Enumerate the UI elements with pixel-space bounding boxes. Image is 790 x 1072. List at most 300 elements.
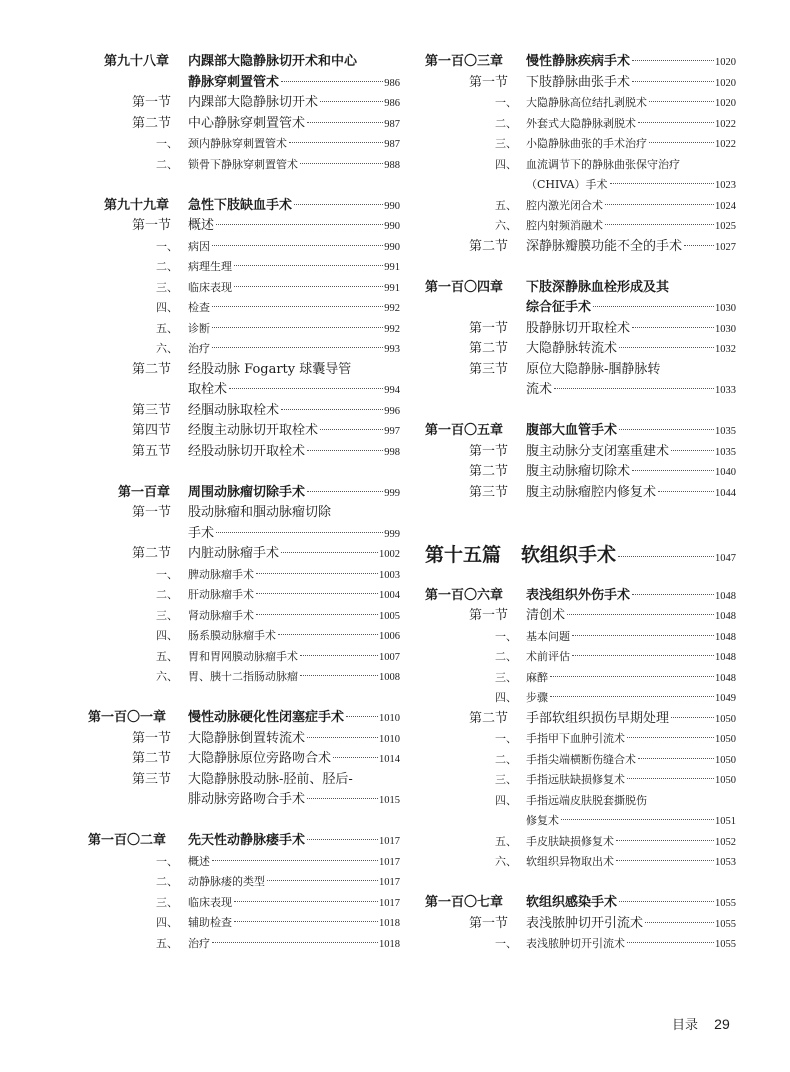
toc-entry-label: 第五节	[132, 443, 172, 459]
toc-entry-title: 腹主动脉瘤切除术	[526, 464, 631, 479]
toc-page-number: 1048	[715, 590, 736, 602]
toc-page-number: 986	[384, 98, 400, 109]
toc-entry-label: 二、	[495, 116, 517, 130]
toc-entry-title: 大隐静脉股动脉-胫前、胫后-	[188, 771, 353, 787]
toc-entry-title: 血流调节下的静脉曲张保守治疗	[526, 157, 680, 171]
toc-entry-label: 三、	[495, 670, 517, 684]
toc-subsection-entry[interactable]	[86, 606, 400, 627]
toc-entry-title: 原位大隐静脉-腘静脉转	[526, 361, 661, 377]
toc-entry-title: 周围动脉瘤切除手术	[188, 484, 306, 500]
toc-entry-title: 基本问题	[526, 629, 570, 643]
toc-entry-label: 三、	[156, 895, 178, 909]
toc-page-number: 987	[384, 118, 400, 130]
toc-entry-label: 第一节	[132, 730, 172, 746]
spacer	[425, 401, 736, 422]
dot-leader	[550, 676, 714, 677]
toc-entry-label: 第一百章	[118, 484, 171, 500]
toc-entry-title: 修复术	[526, 814, 559, 827]
toc-subsection-entry[interactable]	[425, 216, 736, 237]
dot-leader	[627, 778, 714, 779]
dot-leader	[561, 819, 714, 820]
toc-section-entry[interactable]	[425, 339, 736, 360]
toc-subsection-entry[interactable]	[86, 647, 400, 668]
dot-leader	[645, 922, 714, 923]
toc-entry-title: 病因	[188, 239, 210, 253]
toc-section-entry[interactable]	[86, 524, 400, 545]
toc-page-number: 1010	[379, 713, 400, 724]
toc-entry-title: 先天性动静脉瘘手术	[188, 833, 306, 848]
spacer	[425, 873, 736, 894]
toc-page-number: 1025	[715, 221, 736, 232]
dot-leader	[632, 594, 714, 595]
toc-chapter-entry[interactable]	[425, 893, 736, 914]
toc-entry-title: 中心静脉穿刺置管术	[188, 115, 306, 131]
toc-entry-label: 五、	[495, 834, 517, 848]
toc-section-entry[interactable]	[86, 93, 400, 114]
toc-entry-title: 病理生理	[188, 260, 232, 273]
dot-leader	[632, 327, 714, 328]
toc-entry-title: 小隐静脉曲张的手术治疗	[526, 137, 647, 150]
toc-entry-label: 第三节	[132, 402, 172, 418]
toc-entry-label: 四、	[495, 157, 517, 171]
toc-page-number: 1052	[715, 836, 736, 848]
spacer	[425, 257, 736, 278]
toc-entry-label: 第一百〇三章	[425, 54, 504, 69]
toc-subsection-entry[interactable]	[425, 729, 736, 750]
toc-subsection-entry[interactable]	[425, 114, 736, 135]
toc-page-number: 1024	[715, 200, 736, 212]
toc-entry-title: 诊断	[188, 321, 210, 335]
dot-leader	[684, 245, 714, 246]
toc-chapter-entry[interactable]	[425, 421, 736, 442]
toc-section-entry[interactable]	[86, 790, 400, 811]
dot-leader	[307, 122, 383, 123]
toc-entry-title: 颈内静脉穿刺置管术	[188, 137, 287, 150]
toc-entry-label: 第三节	[132, 771, 172, 787]
toc-section-entry[interactable]	[425, 914, 736, 935]
dot-leader	[212, 245, 383, 246]
toc-page-number: 991	[384, 282, 400, 294]
toc-entry-label: 第二节	[469, 238, 509, 254]
toc-subsection-entry[interactable]	[425, 852, 736, 873]
toc-section-entry[interactable]	[425, 237, 736, 258]
toc-entry-title: 肝动脉瘤手术	[188, 588, 254, 601]
toc-section-entry[interactable]	[86, 216, 400, 237]
dot-leader	[638, 122, 714, 123]
dot-leader	[212, 860, 378, 861]
dot-leader	[605, 224, 714, 225]
toc-entry-label: 第二节	[469, 710, 509, 726]
toc-page-number: 1048	[715, 631, 736, 643]
toc-entry-title: 下肢深静脉血栓形成及其	[526, 279, 670, 295]
toc-section-entry[interactable]	[86, 770, 400, 791]
toc-section-entry[interactable]	[86, 114, 400, 135]
dot-leader	[619, 901, 714, 902]
dot-leader	[671, 717, 714, 718]
toc-section-entry[interactable]	[86, 749, 400, 770]
toc-entry-title: 手指远端皮肤脱套撕脱伤	[526, 793, 647, 807]
toc-chapter-entry[interactable]	[86, 73, 400, 94]
spacer	[425, 503, 736, 524]
toc-entry-title: 慢性静脉疾病手术	[526, 54, 631, 69]
toc-entry-title: 外套式大隐静脉剥脱术	[526, 116, 636, 130]
toc-entry-title: 综合征手术	[526, 300, 592, 315]
dot-leader	[616, 860, 714, 861]
toc-page-number: 1050	[715, 754, 736, 766]
toc-entry-label: 二、	[156, 157, 178, 171]
toc-entry-title: 手部软组织损伤早期处理	[526, 710, 670, 726]
toc-page-number: 1004	[379, 590, 400, 601]
toc-entry-title: 腔内射频消融术	[526, 219, 603, 232]
toc-entry-label: 一、	[495, 732, 517, 745]
toc-page-number: 992	[384, 303, 400, 314]
toc-entry-title: 内脏动脉瘤手术	[188, 546, 280, 561]
toc-page-number: 1027	[715, 241, 736, 253]
toc-subsection-entry[interactable]	[86, 339, 400, 360]
toc-subsection-entry[interactable]	[86, 278, 400, 299]
dot-leader	[610, 183, 715, 184]
dot-leader	[632, 470, 714, 471]
toc-page-number: 1003	[379, 569, 400, 581]
toc-part-entry[interactable]	[425, 538, 736, 572]
toc-subsection-entry[interactable]	[425, 155, 736, 176]
dot-leader	[307, 798, 378, 799]
toc-entry-title: 内踝部大隐静脉切开术和中心	[188, 54, 358, 69]
dot-leader	[300, 163, 383, 164]
toc-page-number: 1047	[715, 552, 736, 564]
dot-leader	[294, 204, 383, 205]
toc-section-entry[interactable]	[86, 401, 400, 422]
toc-entry-label: 第一百〇二章	[88, 833, 167, 848]
dot-leader	[346, 716, 378, 717]
toc-page-number: 1007	[379, 651, 400, 663]
toc-subsection-entry[interactable]	[86, 257, 400, 278]
toc-page-number: 998	[384, 446, 400, 458]
toc-section-entry[interactable]	[425, 360, 736, 381]
toc-entry-label: 第一节	[132, 218, 172, 233]
toc-subsection-entry[interactable]	[86, 298, 400, 319]
toc-entry-title: 锁骨下静脉穿刺置管术	[188, 157, 298, 171]
toc-chapter-entry[interactable]	[86, 708, 400, 729]
toc-page-number: 1002	[379, 549, 400, 560]
dot-leader	[632, 60, 714, 61]
toc-section-entry[interactable]	[425, 483, 736, 504]
dot-leader	[619, 429, 714, 430]
toc-entry-title: 动静脉瘘的类型	[188, 875, 265, 888]
toc-entry-title: 大隐静脉原位旁路吻合术	[188, 751, 332, 766]
toc-entry-title: （CHIVA）手术	[526, 178, 608, 191]
toc-entry-title: 表浅脓肿切开引流术	[526, 915, 644, 931]
toc-entry-label: 三、	[495, 137, 517, 150]
toc-entry-label: 一、	[156, 567, 178, 581]
toc-entry-label: 第十五篇	[425, 543, 502, 566]
toc-entry-title: 下肢静脉曲张手术	[526, 74, 631, 90]
toc-page-number: 1017	[379, 897, 400, 909]
dot-leader	[300, 655, 378, 656]
toc-subsection-entry[interactable]	[425, 811, 736, 832]
toc-entry-title: 慢性动脉硬化性闭塞症手术	[188, 710, 345, 725]
toc-page-number: 999	[384, 487, 400, 499]
dot-leader	[567, 614, 714, 615]
toc-subsection-entry[interactable]	[86, 565, 400, 586]
toc-page-number: 1048	[715, 652, 736, 663]
toc-page-number: 994	[384, 385, 400, 396]
toc-entry-label: 一、	[156, 239, 178, 253]
dot-leader	[627, 737, 714, 738]
toc-entry-label: 三、	[156, 280, 178, 294]
toc-entry-title: 软组织手术	[521, 543, 617, 566]
dot-leader	[605, 204, 714, 205]
toc-entry-title: 经股动脉切开取栓术	[188, 443, 306, 459]
toc-entry-label: 一、	[156, 137, 178, 150]
toc-chapter-entry[interactable]	[86, 196, 400, 217]
toc-page-number: 1051	[715, 816, 736, 827]
dot-leader	[234, 286, 383, 287]
toc-section-entry[interactable]	[86, 544, 400, 565]
toc-page-number: 1020	[715, 57, 736, 68]
toc-entry-title: 腹主动脉瘤腔内修复术	[526, 484, 657, 500]
toc-page-number: 1040	[715, 467, 736, 478]
toc-entry-title: 清创术	[526, 608, 566, 623]
toc-subsection-entry[interactable]	[425, 832, 736, 853]
dot-leader	[267, 880, 378, 881]
toc-subsection-entry[interactable]	[86, 872, 400, 893]
toc-page-number: 1017	[379, 836, 400, 847]
toc-page-number: 1050	[715, 734, 736, 745]
page-footer	[672, 1014, 730, 1033]
toc-page-number: 996	[384, 405, 400, 417]
toc-subsection-entry[interactable]	[86, 626, 400, 647]
toc-entry-label: 第二节	[132, 751, 172, 766]
toc-entry-title: 经股动脉 Fogarty 球囊导管	[188, 361, 352, 377]
toc-subsection-entry[interactable]	[425, 134, 736, 155]
toc-entry-title: 步骤	[526, 691, 548, 704]
toc-entry-title: 股动脉瘤和腘动脉瘤切除	[188, 505, 332, 520]
toc-page-number: 990	[384, 241, 400, 253]
toc-chapter-entry[interactable]	[86, 483, 400, 504]
toc-chapter-entry[interactable]	[425, 278, 736, 299]
dot-leader	[649, 142, 714, 143]
toc-entry-title: 辅助检查	[188, 916, 232, 929]
toc-entry-label: 第二节	[469, 464, 509, 479]
toc-subsection-entry[interactable]	[425, 688, 736, 709]
toc-entry-title: 大隐静脉高位结扎剥脱术	[526, 96, 647, 109]
toc-entry-label: 第九十八章	[104, 54, 170, 69]
toc-chapter-entry[interactable]	[425, 52, 736, 73]
toc-subsection-entry[interactable]	[425, 175, 736, 196]
toc-right-column	[425, 52, 736, 955]
toc-section-entry[interactable]	[425, 380, 736, 401]
toc-entry-title: 表浅组织外伤手术	[526, 587, 631, 603]
toc-section-entry[interactable]	[425, 442, 736, 463]
toc-entry-label: 第一节	[469, 443, 509, 459]
toc-subsection-entry[interactable]	[425, 770, 736, 791]
toc-subsection-entry[interactable]	[86, 913, 400, 934]
dot-leader	[234, 265, 383, 266]
toc-entry-label: 第一百〇一章	[88, 710, 167, 725]
dot-leader	[671, 450, 714, 451]
footer-section-label: 目录	[672, 1018, 699, 1033]
toc-page-number: 1035	[715, 426, 736, 437]
toc-page-number: 1023	[715, 180, 736, 191]
toc-entry-label: 五、	[495, 198, 517, 212]
toc-page-number: 1018	[379, 918, 400, 929]
dot-leader	[212, 327, 383, 328]
toc-section-entry[interactable]	[425, 462, 736, 483]
toc-page-number: 1022	[715, 118, 736, 130]
toc-page-number: 1020	[715, 98, 736, 109]
toc-entry-label: 四、	[495, 793, 517, 807]
dot-leader	[216, 532, 383, 533]
toc-page-number: 1014	[379, 754, 400, 765]
toc-subsection-entry[interactable]	[425, 627, 736, 648]
toc-subsection-entry[interactable]	[86, 852, 400, 873]
toc-entry-label: 二、	[495, 752, 517, 766]
toc-page-number: 993	[384, 344, 400, 355]
toc-chapter-entry[interactable]	[86, 52, 400, 73]
toc-section-entry[interactable]	[86, 380, 400, 401]
toc-subsection-entry[interactable]	[86, 134, 400, 155]
toc-entry-label: 四、	[156, 301, 178, 314]
toc-entry-label: 第九十九章	[104, 197, 170, 213]
dot-leader	[281, 409, 383, 410]
toc-entry-title: 软组织感染手术	[526, 895, 618, 910]
toc-entry-title: 股静脉切开取栓术	[526, 320, 631, 336]
toc-entry-label: 第三节	[469, 484, 509, 500]
toc-entry-label: 第一节	[469, 915, 509, 931]
toc-section-entry[interactable]	[425, 73, 736, 94]
toc-page-number: 1055	[715, 898, 736, 909]
spacer	[86, 175, 400, 196]
toc-subsection-entry[interactable]	[425, 750, 736, 771]
toc-subsection-entry[interactable]	[425, 791, 736, 812]
dot-leader	[638, 758, 714, 759]
toc-entry-title: 经腘动脉取栓术	[188, 402, 280, 418]
toc-entry-title: 大隐静脉倒置转流术	[188, 730, 306, 746]
toc-entry-label: 二、	[156, 588, 178, 601]
dot-leader	[307, 737, 378, 738]
toc-entry-title: 急性下肢缺血手术	[188, 197, 293, 213]
toc-chapter-entry[interactable]	[425, 298, 736, 319]
toc-entry-label: 五、	[156, 321, 178, 335]
dot-leader	[333, 757, 378, 758]
toc-entry-label: 六、	[495, 855, 517, 868]
toc-subsection-entry[interactable]	[425, 196, 736, 217]
toc-subsection-entry[interactable]	[425, 668, 736, 689]
toc-section-entry[interactable]	[86, 360, 400, 381]
toc-subsection-entry[interactable]	[86, 934, 400, 955]
toc-page-number: 1020	[715, 77, 736, 89]
dot-leader	[619, 347, 714, 348]
toc-subsection-entry[interactable]	[86, 319, 400, 340]
toc-subsection-entry[interactable]	[86, 893, 400, 914]
toc-section-entry[interactable]	[425, 606, 736, 627]
dot-leader	[212, 942, 378, 943]
toc-subsection-entry[interactable]	[425, 647, 736, 668]
toc-page-number: 1055	[715, 939, 736, 950]
toc-page-number: 1017	[379, 877, 400, 888]
toc-entry-title: 大隐静脉转流术	[526, 341, 618, 356]
toc-entry-title: 肠系膜动脉瘤手术	[188, 629, 276, 642]
toc-page-number: 986	[384, 77, 400, 89]
toc-page-number: 1048	[715, 672, 736, 684]
dot-leader	[550, 696, 714, 697]
toc-subsection-entry[interactable]	[86, 155, 400, 176]
toc-subsection-entry[interactable]	[425, 934, 736, 955]
toc-entry-label: 一、	[495, 937, 517, 950]
toc-entry-label: 一、	[495, 96, 517, 109]
toc-chapter-entry[interactable]	[86, 831, 400, 852]
dot-leader	[234, 901, 378, 902]
toc-entry-title: 胃、胰十二指肠动脉瘤	[188, 670, 298, 683]
toc-entry-title: 肾动脉瘤手术	[188, 608, 254, 622]
toc-entry-title: 临床表现	[188, 895, 232, 909]
toc-page-number: 1017	[379, 856, 400, 868]
toc-entry-label: 二、	[156, 875, 178, 888]
toc-section-entry[interactable]	[425, 319, 736, 340]
toc-page-number: 1050	[715, 775, 736, 786]
toc-page-number: 1048	[715, 611, 736, 622]
toc-entry-label: 第二节	[132, 546, 172, 561]
toc-entry-label: 第一节	[469, 320, 509, 336]
toc-entry-label: 六、	[156, 670, 178, 683]
toc-subsection-entry[interactable]	[86, 667, 400, 688]
dot-leader	[256, 614, 378, 615]
dot-leader	[256, 593, 378, 594]
toc-page-number: 1006	[379, 631, 400, 642]
dot-leader	[300, 675, 378, 676]
dot-leader	[281, 552, 378, 553]
toc-page-number: 1030	[715, 303, 736, 314]
toc-section-entry[interactable]	[86, 442, 400, 463]
toc-left-column	[86, 52, 400, 954]
toc-page-number: 1033	[715, 385, 736, 396]
toc-page-number: 1022	[715, 139, 736, 150]
toc-subsection-entry[interactable]	[86, 585, 400, 606]
toc-entry-title: 脾动脉瘤手术	[188, 567, 254, 581]
toc-section-entry[interactable]	[86, 503, 400, 524]
spacer	[86, 462, 400, 483]
toc-entry-label: 四、	[156, 916, 178, 929]
dot-leader	[658, 491, 714, 492]
toc-subsection-entry[interactable]	[86, 237, 400, 258]
toc-entry-title: 腓动脉旁路吻合手术	[188, 792, 306, 807]
toc-section-entry[interactable]	[86, 421, 400, 442]
toc-entry-title: 内踝部大隐静脉切开术	[188, 95, 319, 110]
toc-section-entry[interactable]	[425, 709, 736, 730]
toc-entry-title: 取栓术	[188, 382, 228, 397]
toc-entry-label: 第一节	[469, 74, 509, 90]
toc-entry-title: 表浅脓肿切开引流术	[526, 937, 625, 950]
toc-entry-label: 第一节	[469, 608, 509, 623]
toc-entry-label: 第一节	[132, 95, 172, 110]
toc-entry-title: 检查	[188, 301, 210, 314]
toc-entry-label: 六、	[495, 219, 517, 232]
toc-page-number: 990	[384, 221, 400, 232]
toc-entry-title: 临床表现	[188, 280, 232, 294]
dot-leader	[256, 573, 378, 574]
toc-page-number: 1049	[715, 693, 736, 704]
toc-section-entry[interactable]	[86, 729, 400, 750]
toc-entry-title: 深静脉瓣膜功能不全的手术	[526, 238, 683, 254]
toc-page-number: 1035	[715, 446, 736, 458]
toc-chapter-entry[interactable]	[425, 586, 736, 607]
dot-leader	[229, 388, 383, 389]
dot-leader	[320, 429, 383, 430]
toc-entry-label: 第二节	[132, 361, 172, 377]
toc-subsection-entry[interactable]	[425, 93, 736, 114]
toc-entry-label: 第一百〇五章	[425, 423, 504, 438]
